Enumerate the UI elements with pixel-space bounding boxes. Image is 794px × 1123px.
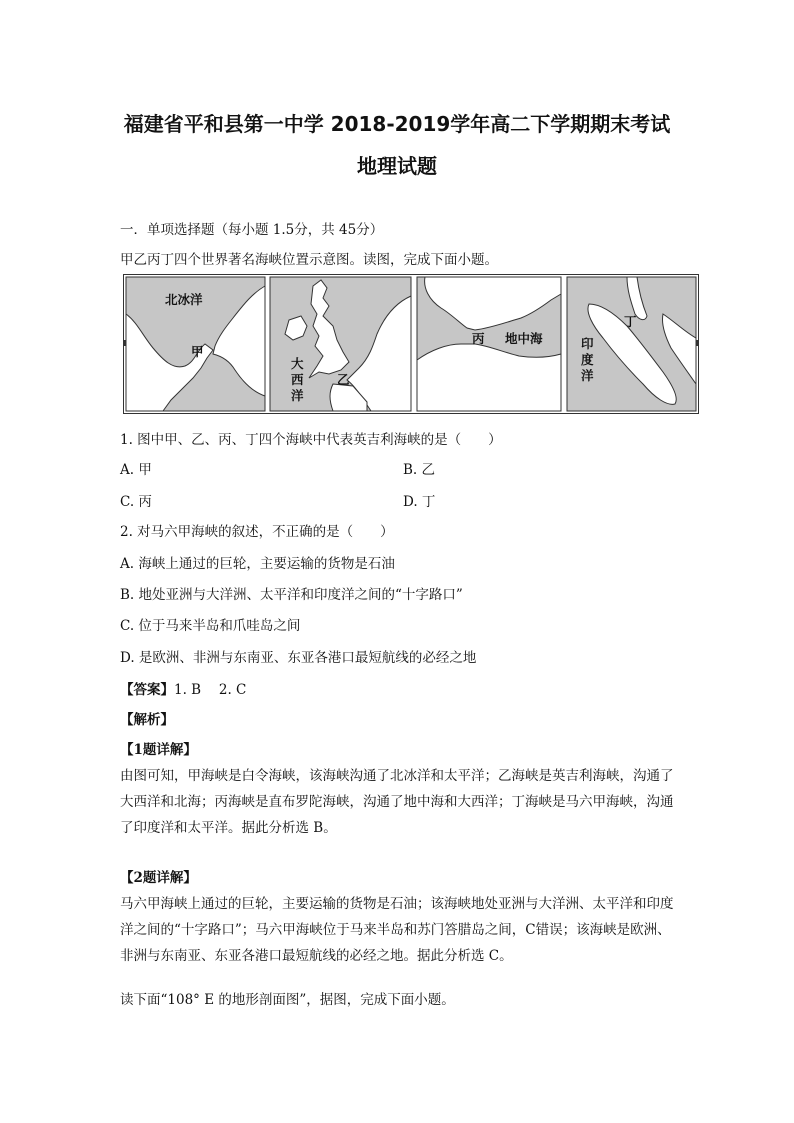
map-panel-english-channel <box>270 277 411 411</box>
analysis-q2-text: 马六甲海峡上通过的巨轮，主要运输的货物是石油；该海峡地处亚洲与大洋洲、太平洋和印度洋之间的“十字路口”；马六甲海峡位于马来半岛和苏门答腊岛之间，C错误；该海峡是欧洲、非洲与东南亚、东亚各港口最短航线的必经之地。据此分析选 C。 <box>120 896 674 964</box>
question-2-stem: 2. 对马六甲海峡的叙述，不正确的是（ ） <box>120 524 394 540</box>
label-arctic: 北冰洋 <box>165 292 203 307</box>
question-2-option-b: B. 地处亚洲与大洋洲、太平洋和印度洋之间的“十字路口” <box>120 587 463 603</box>
title-line-1: 福建省平和县第一中学 2018-2019学年高二下学期期末考试 <box>123 112 671 136</box>
question-1-option-b: B. 乙 <box>403 462 436 478</box>
question-1-option-a: A. 甲 <box>120 462 152 478</box>
question-1-option-d: D. 丁 <box>403 494 436 510</box>
label-indian-2: 度 <box>581 352 594 367</box>
answer-line <box>120 678 246 698</box>
analysis-q1-text: 由图可知，甲海峡是白令海峡，该海峡沟通了北冰洋和太平洋；乙海峡是英吉利海峡，沟通了大西洋和北海；丙海峡是直布罗陀海峡，沟通了地中海和大西洋；丁海峡是马六甲海峡，沟通了印度洋和太平洋。据此分析选 B。 <box>120 768 674 836</box>
label-atlantic-2: 西 <box>291 372 304 387</box>
map-panel-bering <box>126 277 265 411</box>
label-atlantic-1: 大 <box>291 356 304 371</box>
strait-maps-figure <box>123 274 699 414</box>
question-2-option-c: C. 位于马来半岛和爪哇岛之间 <box>120 618 301 634</box>
label-med: 地中海 <box>505 331 543 346</box>
question-1-option-c: C. 丙 <box>120 494 152 510</box>
label-indian-3: 洋 <box>581 368 594 383</box>
map-panel-malacca <box>567 277 696 411</box>
label-yi: 乙 <box>337 372 350 387</box>
label-jia: 甲 <box>191 344 204 359</box>
answer-label: 【答案】 <box>120 682 174 698</box>
question-1-stem: 1. 图中甲、乙、丙、丁四个海峡中代表英吉利海峡的是（ ） <box>120 432 502 448</box>
next-intro: 读下面“108° E 的地形剖面图”，据图，完成下面小题。 <box>120 992 455 1008</box>
question-2-option-d: D. 是欧洲、非洲与东南亚、东亚各港口最短航线的必经之地 <box>120 650 477 666</box>
answer-text: 1. B 2. C <box>174 682 247 698</box>
label-atlantic-3: 洋 <box>291 388 304 403</box>
question-2-option-a: A. 海峡上通过的巨轮，主要运输的货物是石油 <box>120 556 395 572</box>
analysis-label: 【解析】 <box>120 712 174 728</box>
analysis-q2-label: 【2题详解】 <box>120 870 197 886</box>
label-bing: 丙 <box>472 331 485 346</box>
map-panel-gibraltar <box>417 277 561 411</box>
analysis-q1-label: 【1题详解】 <box>120 742 197 758</box>
section-intro: 甲乙丙丁四个世界著名海峡位置示意图。读图，完成下面小题。 <box>120 252 498 268</box>
label-indian-1: 印 <box>581 336 594 351</box>
title-line-2: 地理试题 <box>357 154 437 178</box>
section-heading: 一．单项选择题（每小题 1.5分，共 45分） <box>120 222 384 238</box>
label-ding: 丁 <box>624 314 637 329</box>
